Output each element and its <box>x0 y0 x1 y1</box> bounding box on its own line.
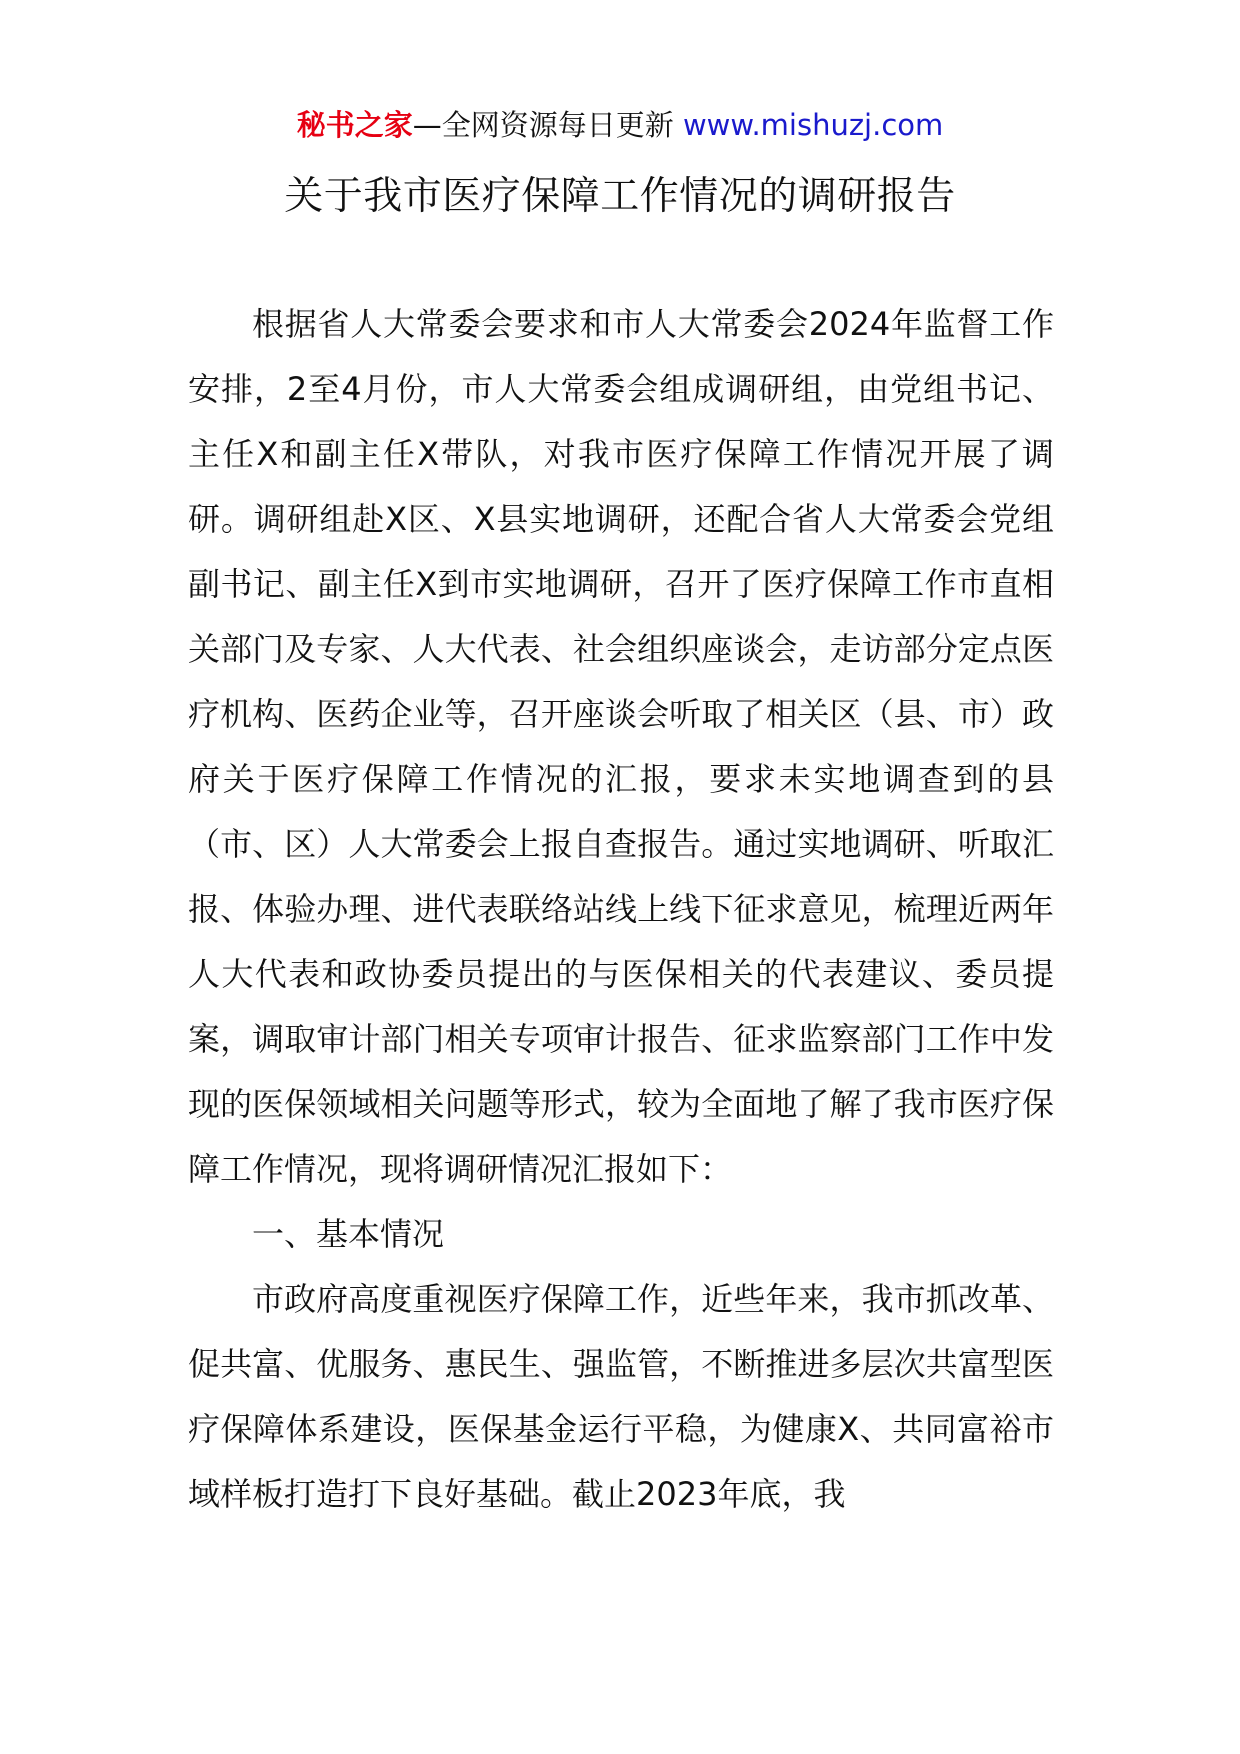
section-heading: 一、基本情况 <box>252 1215 445 1253</box>
brand-name: 秘书之家 <box>296 108 413 142</box>
site-header <box>0 100 1240 150</box>
site-url-link[interactable]: www.mishuzj.com <box>682 108 944 142</box>
site-tagline: —全网资源每日更新 <box>412 108 683 142</box>
document-title: 关于我市医疗保障工作情况的调研报告 <box>284 174 956 219</box>
intro-paragraph: 根据省人大常委会要求和市人大常委会2024年监督工作安排，2至4月份，市人大常委会组成调研组，由党组书记、主任X和副主任X带队，对我市医疗保障工作情况开展了调研。调研组赴X区、X县实地调研，还配合省人大常委会党组副书记、副主任X到市实地调研，召开了医疗保障工作市直相关部门及专家、人大代表、社会组织座谈会，走访部分定点医疗机构、医药企业等，召开座谈会听取了相关区（县、市）政府关于医疗保障工作情况的汇报，要求未实地调查到的县（市、区）人大常委会上报自查报告。通过实地调研、听取汇报、体验办理、进代表联络站线上线下征求意见，梳理近两年人大代表和政协委员提出的与医保相关的代表建议、委员提案，调取审计部门相关专项审计报告、征求监察部门工作中发现的医保领域相关问题等形式，较为全面地了解了我市医疗保障工作情况，现将调研情况汇报如下： <box>188 305 1054 1188</box>
document-body <box>188 292 1054 1527</box>
body-paragraph: 市政府高度重视医疗保障工作，近些年来，我市抓改革、促共富、优服务、惠民生、强监管，不断推进多层次共富型医疗保障体系建设，医保基金运行平稳，为健康X、共同富裕市域样板打造打下良好基础。截止2023年底，我 <box>188 1280 1054 1513</box>
